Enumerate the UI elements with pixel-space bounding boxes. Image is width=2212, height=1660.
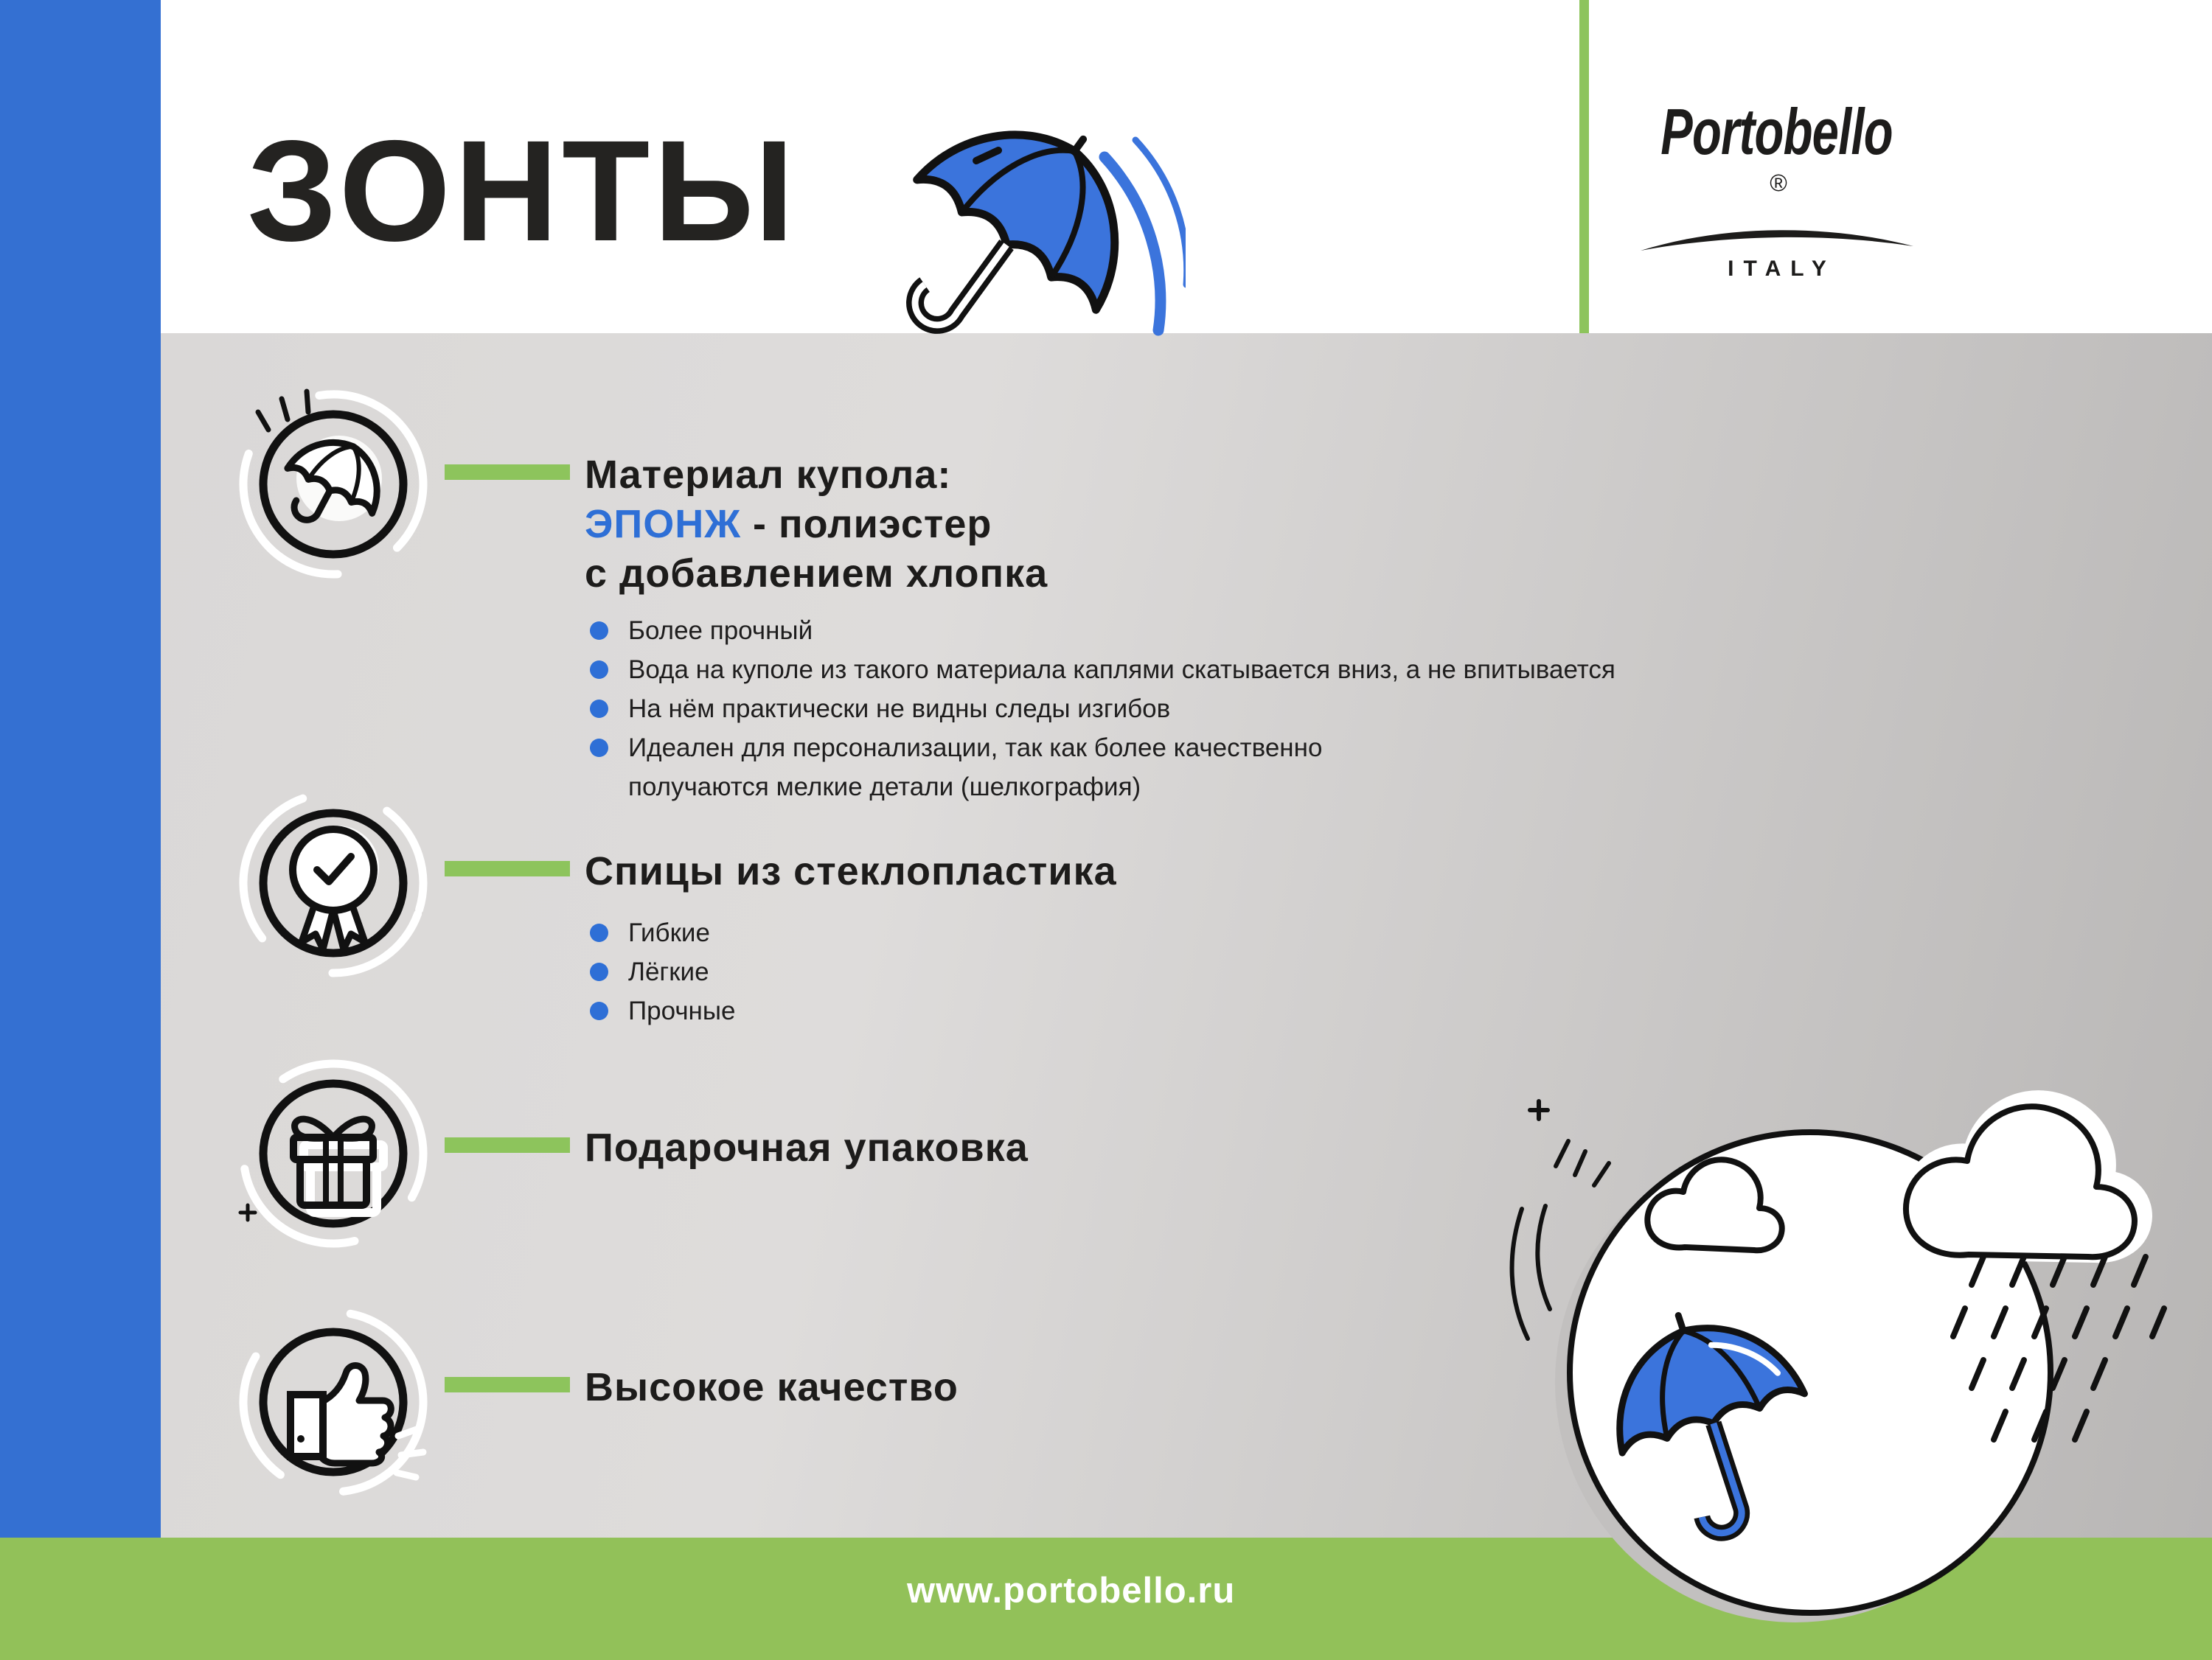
bullet-dot xyxy=(590,963,608,981)
heading-accent: ЭПОНЖ xyxy=(585,502,742,546)
heading-line: Материал купола: xyxy=(585,453,952,497)
medal-icon xyxy=(223,773,444,994)
bullet-dot xyxy=(590,924,608,942)
gift-icon xyxy=(223,1043,444,1264)
heading-rest: - полиэстер xyxy=(741,502,992,546)
section-1-bullets xyxy=(590,611,1615,806)
section-2-heading: Спицы из стеклопластика xyxy=(585,849,1117,893)
bullet-dot xyxy=(590,700,608,718)
website-link[interactable]: www.portobello.ru xyxy=(907,1571,1236,1611)
page-title: ЗОНТЫ xyxy=(247,111,799,271)
heading-line xyxy=(585,500,1048,549)
registered-mark: ® xyxy=(1770,170,1787,196)
rain-cloud xyxy=(1906,1101,2141,1257)
bullet-dot xyxy=(590,739,608,757)
list-item xyxy=(590,728,1615,767)
section-dash xyxy=(445,464,570,480)
list-item xyxy=(590,952,736,991)
bullet-text: получаются мелкие детали (шелкография) xyxy=(628,772,1141,801)
bullet-text: Более прочный xyxy=(628,615,813,645)
list-item xyxy=(590,650,1615,689)
brand-country: ITALY xyxy=(1728,257,1836,281)
left-blue-bar xyxy=(0,0,161,1538)
rain-umbrella-illustration xyxy=(1497,1054,2197,1660)
title-umbrella-illustration xyxy=(832,87,1186,404)
bullet-text: На нём практически не видны следы изгибов xyxy=(628,694,1171,723)
list-item xyxy=(590,991,736,1030)
section-4-heading: Высокое качество xyxy=(585,1365,959,1409)
section-2-bullets xyxy=(590,913,736,1030)
bullet-text: Лёгкие xyxy=(628,957,709,986)
section-dash xyxy=(445,1137,570,1153)
heading-line: с добавлением хлопка xyxy=(585,551,1048,596)
section-dash xyxy=(445,861,570,876)
list-item xyxy=(590,689,1615,728)
section-3-heading: Подарочная упаковка xyxy=(585,1126,1029,1170)
bullet-text: Прочные xyxy=(628,996,736,1025)
list-item xyxy=(590,611,1615,650)
thumbs-up-icon xyxy=(223,1291,444,1513)
bullet-text: Гибкие xyxy=(628,918,710,947)
brand-logo xyxy=(1618,94,1935,282)
section-dash xyxy=(445,1377,570,1392)
bullet-dot xyxy=(590,660,608,679)
bullet-dot xyxy=(590,621,608,640)
header-green-divider xyxy=(1579,0,1589,333)
logo-swoosh xyxy=(1637,223,1917,255)
brand-logo-wordmark xyxy=(1618,94,1935,227)
brand-name: Portobello xyxy=(1660,95,1893,168)
umbrella-icon xyxy=(223,374,444,595)
list-item-continuation xyxy=(590,767,1615,806)
list-item xyxy=(590,913,736,952)
bullet-dot xyxy=(590,1002,608,1020)
bullet-text: Вода на куполе из такого материала каплями скатывается вниз, а не впитывается xyxy=(628,655,1615,684)
bullet-text: Идеален для персонализации, так как более качественно xyxy=(628,733,1323,762)
section-1-heading xyxy=(585,450,1048,599)
